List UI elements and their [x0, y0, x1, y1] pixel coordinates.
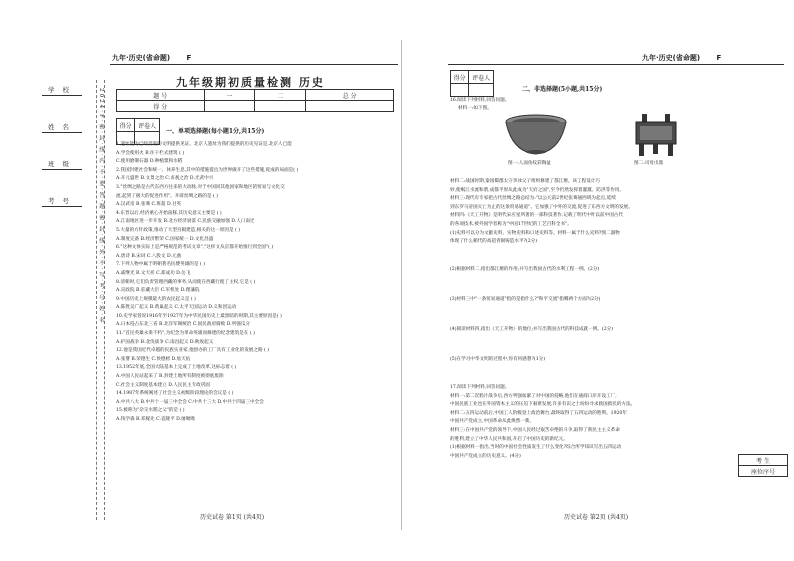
- question-line: 材料一:第二次鸦片战争后,西方列强加紧了对中国的侵略,他们在通商口岸开设工厂,: [450, 393, 617, 399]
- material-line: 材料四:《天工开物》是明代宋应星所著的一部科技著作,记载了明代中叶以前中国古代: [450, 213, 623, 219]
- q16-materials: [450, 178, 784, 247]
- score-head-0: 题 号: [117, 90, 205, 101]
- material-line: (1)史料可以分为文献史料、实物史料和口述史料等。材料一属于什么史料?图二器物: [450, 230, 620, 236]
- score-head-2: 二: [255, 90, 306, 101]
- material-line: 妙,使岷江水流和谐,成都平原从此成为"天府之国",至今仍然发挥着灌溉、防洪等作用。: [450, 187, 624, 193]
- question-line: A.中国人民站起来了 B.封建土地所有制度被彻底废除: [116, 374, 224, 380]
- question-line: 的胜利,建立了中华人民共和国,开启了中国历史的新纪元。: [450, 436, 568, 442]
- question-line: 材料三:在中国共产党的领导下,中国人民经过艰苦卓绝的斗争,取得了新民主主义革命: [450, 427, 620, 433]
- q16-part3: [450, 296, 784, 305]
- seat-box-label-1: 考 生: [739, 455, 788, 466]
- score-head-3: 总 分: [306, 90, 394, 101]
- question-line: A.中共八大 B.中共十一届三中全会 C.中共十三大 D.中共十四届三中全会: [116, 399, 264, 405]
- question-line: A.护国战争 B.北伐战争 C.南昌起义 D.秋收起义: [116, 339, 214, 345]
- question-line: 流,起到了极大的促进作用"。开辟丝绸之路的是 ( ): [116, 193, 218, 199]
- right-header-rule: [448, 64, 784, 65]
- question-line: 6."这种文体实际上是严格规范的考试文章","这样文从京都开始推行到全国"( ): [116, 245, 274, 251]
- score-row-label: 得 分: [117, 101, 205, 112]
- binding-vertical-text: 2024·F·密·封·线·内·不·要·答·题·密·封·线·外·不·写·考·号·姓·名: [98, 88, 104, 325]
- question-line: C.使用磨制石器 D.种植粟和水稻: [116, 159, 183, 165]
- question-line: A.江南地区进一步开发 B.北方经济衰落 C.民族交融加强 D.人口南迁: [116, 219, 255, 225]
- grader-box2-grader-cell[interactable]: [469, 84, 494, 97]
- score-head-1: 一: [204, 90, 255, 101]
- figure-1-caption: 图一:人面鱼纹彩陶盆: [508, 161, 551, 166]
- right-footer: 历史试卷 第2页 (共4页): [564, 514, 629, 521]
- grader-box-grader: 评卷人: [135, 119, 160, 132]
- q17-block: [450, 384, 784, 461]
- question-line: (4)阅读材料四,指出《天工开物》的地位;并写出我国古代的科技成就一例。(2分): [450, 327, 614, 332]
- question-line: 12.他是我国近代卓越的民族实业家,他创办的工厂具有工业化的发展之路 ( ): [116, 348, 270, 354]
- figure-2-caption: 图二:司母戊鼎: [634, 161, 664, 166]
- q16-part4: [450, 326, 784, 335]
- field-name-label: 姓名: [48, 123, 77, 131]
- right-header-text: 九年·历史(省命题): [642, 54, 701, 62]
- material-line: 到东罗马帝国灭亡为止的这条贸易通道"。它加强了中外的交流,促进了东西方文明的发展。: [450, 204, 633, 210]
- question-line: 9.中国历史上规模最大的农民起义是 ( ): [116, 296, 196, 302]
- question-line: 13.1952年底,全国大陆基本上完成了土地改革,这标志着 ( ): [116, 365, 237, 371]
- question-line: 材料二:五四运动前后,中国工人阶级登上政治舞台,最终取得了五四运动的胜利。1920年: [450, 410, 627, 416]
- material-line: 材料三:现代有专家把古代丝绸之路总结为:"以公元前2世纪张骞通西域为起点,延续: [450, 196, 616, 202]
- question-line: 10.史学家曾说1916年至1927年为中华民国历史上最黑暗的时期,其主要原因是( ): [116, 313, 282, 319]
- question-line: A.汉武帝 B.张骞 C.班超 D.甘英: [116, 202, 182, 208]
- question-line: 中国共产党成立,中国革命从此焕然一新。: [450, 419, 535, 425]
- question-line: 11."首民英雄永垂不朽",为纪念为革命英雄而修建的纪念建筑是在 ( ): [116, 331, 255, 337]
- field-school-label: 学校: [48, 86, 77, 94]
- figure-bronze-ding: [630, 112, 682, 158]
- question-line: 14.1987年系统阐述了社会主义初级阶段理论的会议是 ( ): [116, 391, 234, 397]
- material-line: 的各项技术,被外国学者称为"中国17世纪的工艺百科全书"。: [450, 221, 572, 227]
- question-line: 中国共产党成立的历史意义。(4分): [450, 453, 521, 459]
- figure-pottery-basin: [504, 114, 568, 158]
- field-class-label: 班级: [48, 160, 77, 168]
- question-line: 15.被称为"杂交水稻之父"的是 ( ): [116, 408, 185, 414]
- left-footer: 历史试卷 第1页 (共4页): [200, 514, 265, 521]
- left-header-text: 九年·历史(省命题): [112, 54, 171, 62]
- grader-box-score: 得分: [117, 119, 135, 132]
- question-line: 4.东晋以后,经济重心开始南移,其历史意义主要是 ( ): [116, 210, 222, 216]
- score-cell-3[interactable]: [306, 101, 394, 112]
- q16-material1: 材料一:如下图。: [458, 106, 492, 111]
- question-line: 5.大量的方针政策,推动了大型宫殿建造,相关的这一原因是 ( ): [116, 227, 241, 233]
- seat-box: [738, 454, 788, 477]
- grader-box2-grader: 评卷人: [469, 71, 494, 84]
- question-line: 中国民族工业也在外国资本主义的压迫下艰难发展,许多有识之士纷纷寻求救国救民的方法。: [450, 402, 636, 408]
- question-line: 17.阅读下列材料,回答问题。: [450, 385, 510, 390]
- question-line: A.开元盛世 B.文景之治 C.贞观之治 D.光武中兴: [116, 176, 214, 182]
- question-line: (1)根据材料一指出,当时的中国社会性质发生了什么变化?综合所学知识写出五四运动: [450, 445, 622, 451]
- material-line: 材料二:战国时期,秦国蜀郡太守李冰父子组织修建了都江堰。该工程设计巧: [450, 179, 601, 184]
- section2-heading: 二、非选择题(5小题,共15分): [522, 86, 603, 93]
- field-exam-no-label: 考号: [48, 197, 77, 205]
- left-header-code: F: [186, 54, 192, 62]
- question-line: A.钱学森 B.邓稼先 C.袁隆平 D.屠呦呦: [116, 417, 195, 422]
- question-line: A.日本侵占东北三省 B.北洋军阀统治 C.国民政府腐败 D.列强瓜分: [116, 322, 251, 328]
- right-header: [642, 53, 721, 63]
- question-line: A.唐诗 B.宋词 C.八股文 D.元曲: [116, 253, 182, 259]
- question-line: A.陈胜吴广起义 B.黄巢起义 C.太平天国运动 D.义和团运动: [116, 305, 237, 311]
- score-table: [116, 89, 394, 112]
- question-line: A.制度完备 B.经济繁荣 C.国家统一 D.文化昌盛: [116, 236, 214, 242]
- question-line: 3."丝绸之路是古代东西方往来的大动脉,对于中国同其他国家和地区的贸易与文化交: [116, 184, 285, 190]
- grader-box2-score: 得分: [451, 71, 469, 84]
- exam-title: 九年级期初质量检测 历史: [176, 76, 325, 89]
- grader-box-2: [450, 70, 494, 97]
- left-header-rule: [110, 64, 398, 65]
- q16-part5: [450, 356, 784, 365]
- binding-strip: [20, 85, 94, 265]
- section1-questions: [116, 141, 394, 425]
- question-line: A.学会使用火 B.住干栏式建筑 ( ): [116, 150, 185, 156]
- question-line: 7.下列人物中属于明朝著名抗倭英雄的是 ( ): [116, 262, 205, 268]
- question-line: 2.我国封建社会和统一、休养生息,其中的措施提出为世界做开了这些措施,促成的局面是( ): [116, 167, 299, 173]
- score-cell-1[interactable]: [204, 101, 255, 112]
- q16-intro: 16.阅读下列材料,回答问题。: [450, 98, 510, 103]
- left-header: [112, 53, 191, 63]
- grader-box2-score-cell[interactable]: [451, 84, 469, 97]
- question-line: (2)根据材料二,指出都江堰的作用;并写出我国古代的水利工程一例。(2分): [450, 267, 600, 272]
- seat-box-label-2: 座位序号: [739, 466, 788, 477]
- page-divider: [401, 40, 402, 530]
- question-line: 8.清朝时,它们负责管理西藏的事务,从而使在西藏行使了主权,它是 ( ): [116, 279, 256, 285]
- question-line: A.宣政院 B.驻藏大臣 C.军机处 D.理藩院: [116, 288, 200, 294]
- question-line: A.张謇 B.荣德生 C.侯德榜 D.詹天佑: [116, 356, 191, 362]
- question-line: (5)在学习中华文明的过程中,你有何感想?(1分): [450, 357, 546, 362]
- q16-part2: [450, 266, 784, 275]
- question-line: 1.遗址能为已经消逝的文明提供见证。北京人遗址为我们提供的历史见证是,北京人已能: [116, 142, 292, 147]
- right-page: [404, 0, 794, 561]
- section1-heading: 一、单项选择题(每小题1分,共15分): [166, 128, 265, 135]
- question-line: A.戚继光 B.文天祥 C.郑成功 D.岳飞: [116, 270, 191, 276]
- right-header-code: F: [716, 54, 722, 62]
- material-line: 体现了什么朝代的高超青铜铸造水平?(2分): [450, 239, 538, 245]
- question-line: C.社会主义制度基本建立 D.人民民主专政巩固: [116, 382, 210, 388]
- score-cell-2[interactable]: [255, 101, 306, 112]
- question-line: (3)材料三中"一条贸易通道"指的是指什么?"和平交流"指哪两个方面?(2分): [450, 297, 601, 302]
